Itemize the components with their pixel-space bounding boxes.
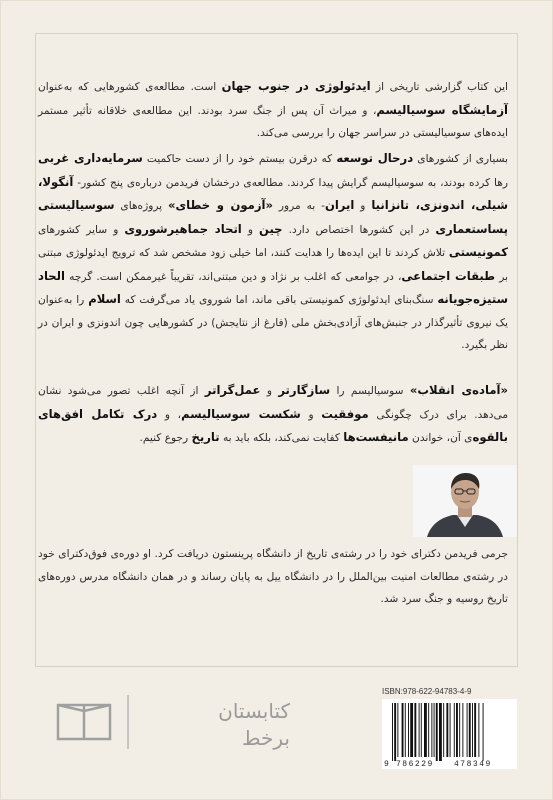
barcode-group-1: 786229 — [396, 760, 434, 769]
text-run: پروژه‌های — [114, 200, 169, 212]
bold-run: «آماده‌ی انقلاب» — [409, 383, 508, 397]
barcode-bar — [428, 703, 429, 757]
barcode-bar — [402, 703, 404, 757]
bottom-rule — [35, 666, 518, 667]
barcode-bar — [397, 703, 398, 757]
barcode-bar — [450, 703, 451, 757]
text-run: - به مرور — [273, 200, 325, 212]
text-run: سنگ‌بنای ایدئولوژی کمونیستی باقی ماند، اما شوروی یاد می‌گرفت که — [120, 294, 438, 306]
barcode-bar — [394, 703, 396, 761]
text-run: این کتاب گزارشی تاریخی از — [370, 81, 508, 93]
bold-run: «آزمون و خطای» — [168, 198, 273, 212]
frame-top-rule — [35, 33, 518, 34]
barcode-bar — [467, 703, 468, 757]
bold-run: آنگولا، شیلی، اندونزی، تانزانیا — [38, 174, 508, 212]
text-run: ، و — [157, 408, 182, 421]
barcode-bar — [446, 703, 448, 757]
text-run: در این کشورها اختصاص دارد. — [282, 223, 436, 236]
publisher-logo — [56, 691, 296, 753]
text-run: و — [300, 408, 322, 421]
barcode-bar — [469, 703, 471, 757]
barcode-bar — [462, 703, 463, 757]
barcode-bar — [414, 703, 416, 757]
text-run: است. مطالعه‌ی کشورهایی که به‌عنوان — [38, 81, 222, 93]
bold-run: الحاد ستیزه‌جویانه — [38, 268, 508, 306]
bold-run: ایران — [324, 198, 355, 212]
bold-run: چین — [259, 221, 283, 236]
text-run: و — [241, 223, 260, 236]
bold-run: کمونیستی — [448, 245, 508, 259]
frame-left-rule — [35, 33, 36, 666]
open-book-icon — [58, 705, 110, 739]
barcode-bar — [483, 703, 484, 761]
barcode-bar — [459, 703, 460, 757]
barcode-bar — [436, 703, 438, 761]
about-paragraph-3 — [38, 379, 508, 450]
about-paragraph-2 — [38, 147, 508, 357]
bold-run: ایدئولوژی در جنوب جهان — [221, 79, 371, 93]
bold-run: اسلام — [88, 292, 121, 306]
bold-run: آزمایشگاه سوسیالیسم — [376, 102, 508, 117]
text-run: رجوع کنیم. — [139, 432, 192, 444]
text-run: و — [260, 385, 279, 397]
isbn-label: ISBN:978-622-94783-4-9 — [382, 687, 472, 696]
bold-run: سرمایه‌داری غربی — [38, 151, 143, 165]
barcode-bar — [478, 703, 479, 757]
barcode-bar — [434, 703, 435, 757]
publisher-subname: برخط — [242, 726, 290, 750]
text-run: ‌ی آن، خواندن — [408, 432, 473, 444]
barcode-bar — [454, 703, 455, 757]
publisher-name: کتابستان — [218, 699, 290, 723]
author-portrait-icon — [413, 465, 517, 537]
bold-run: شکست سوسیالیسم — [181, 406, 301, 421]
bold-run: اتحاد جماهیرشوروی — [124, 221, 242, 236]
text-run: و سایر کشورهای — [38, 223, 125, 236]
text-run: ، در جوامعی که اغلب بر نژاد و دین مبتنی‌اند، تقریباً غیرممکن است. گرچه — [65, 270, 402, 283]
barcode-bar — [405, 703, 406, 757]
text-run: ، و میراث آن پس از جنگ سرد بودند. این مطالعه‌ی خلاقانه تأثیر مستمر ایده‌های سوسیالیستی در سراسر جهان را بررسی می‌کند. — [38, 104, 508, 139]
text-run: رها کرده بودند، به سوسیالیسم گرایش پیدا کردند. مطالعه‌ی درخشان فریدمن درباره‌ی پنج کشور- — [73, 176, 508, 189]
author-photo — [413, 465, 517, 537]
frame-right-rule — [517, 33, 518, 666]
bold-run: مانیفست‌ها — [343, 430, 409, 444]
barcode-bar — [419, 703, 420, 757]
barcode-bar — [424, 703, 427, 757]
text-run: کفایت نمی‌کند، بلکه باید به — [219, 432, 344, 444]
barcode-bar — [421, 703, 422, 757]
barcode-bar — [392, 703, 393, 761]
text-run: از آنچه اغلب تصور می‌شود نشان می‌دهد. برای درک چگونگی — [38, 385, 508, 421]
barcode-bar — [410, 703, 413, 757]
text-run: تلاش کردند تا این ایده‌ها را هدایت کنند، اما خیلی زود مشخص شد که ترویج ایدئولوژی مبتنی بر — [38, 247, 509, 283]
barcode-lead-digit: 9 — [384, 760, 389, 769]
bold-run: سوسیالیستی پساستعماری — [38, 198, 508, 236]
text-run: سوسیالیسم را — [330, 385, 410, 397]
text-run: را به‌عنوان یک نیروی تأثیرگذار در جنبش‌های آزادی‌بخش ملی (فارغ از نتایجش) در کشورهایی چون اندونزی و ایران در نظر بگیرد. — [38, 294, 508, 351]
barcode-bar — [474, 703, 476, 757]
barcode-bar — [431, 703, 432, 757]
barcode-bar — [472, 703, 473, 757]
barcode-bar — [456, 703, 458, 757]
text-run: که درقرن بیستم خود را از دست حاکمیت — [142, 153, 337, 165]
bold-run: موفقیت — [321, 406, 369, 421]
bold-run: درحال توسعه — [336, 151, 414, 165]
bold-run: سازگارتر — [278, 383, 331, 397]
barcode — [382, 699, 517, 769]
barcode-bar — [443, 703, 444, 757]
barcode-group-2: 478349 — [454, 760, 492, 769]
bold-run: طبقات اجتماعی — [401, 268, 496, 283]
text-run: و — [354, 200, 372, 212]
barcode-bar — [439, 703, 442, 761]
bold-run: عمل‌گراتر — [204, 383, 261, 397]
author-bio: جرمی فریدمن دکترای خود را در رشته‌ی تاریخ از دانشگاه پرینستون دریافت کرد. او دوره‌ی فوق‌دکترای خود در رشته‌ی مطالعات امنیت بین‌الملل را در دانشگاه ییل به پایان رساند و در همان دانشگاه مدرس دوره‌های تاریخ روسیه و جنگ سرد شد. — [38, 548, 508, 605]
text-run: بسیاری از کشورهای — [413, 153, 509, 165]
barcode-bar — [408, 703, 409, 757]
bold-run: تاریخ — [191, 430, 220, 444]
bold-run: درک تکامل افق‌های بالقوه — [38, 406, 508, 444]
about-paragraph-1 — [38, 75, 508, 145]
